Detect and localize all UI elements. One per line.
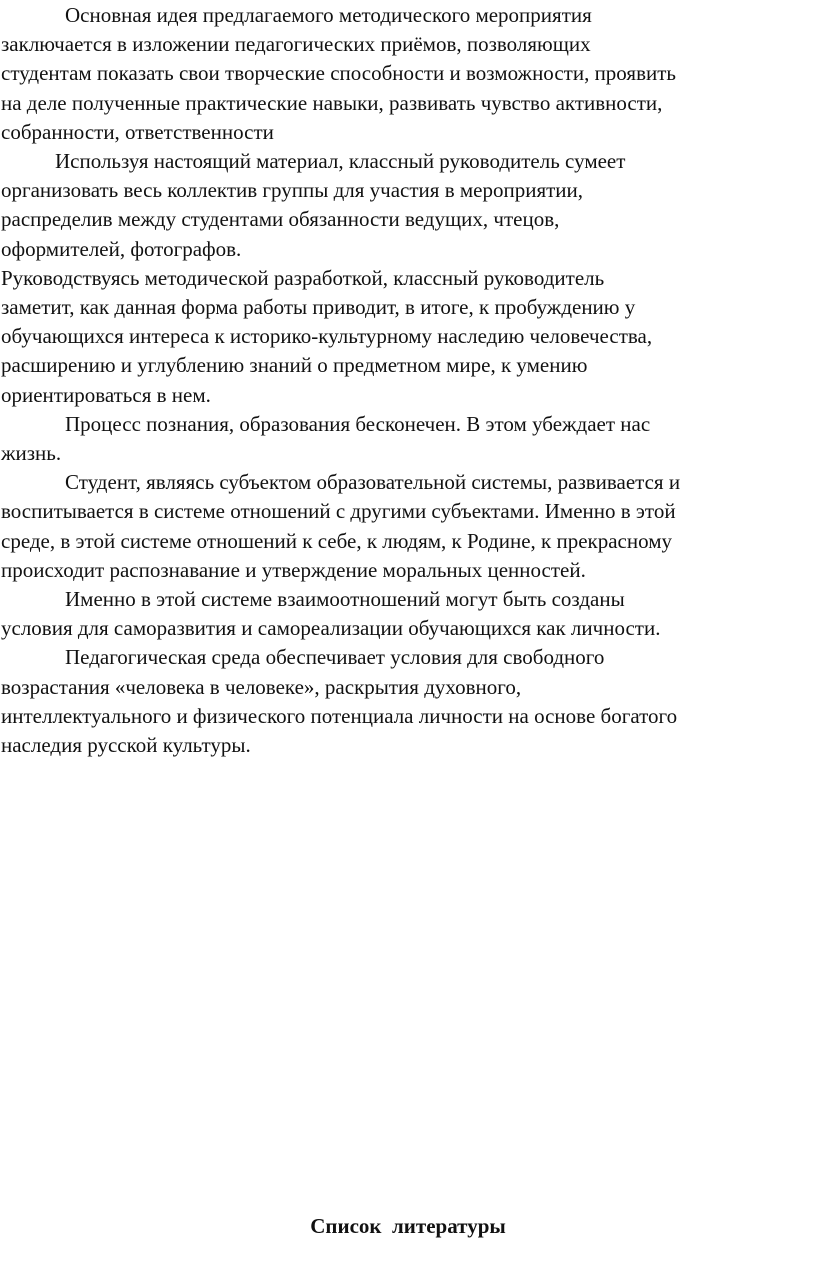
document-body: [1, 1, 815, 760]
text-line: Студент, являясь субъектом образовательной системы, развивается и: [65, 470, 681, 495]
paragraph-pedagogical-environment: [1, 643, 815, 760]
text-line: Основная идея предлагаемого методического мероприятия: [65, 3, 592, 27]
text-line: обучающихся интереса к историко-культурному наследию человечества,: [1, 324, 653, 349]
text-line: оформителей, фотографов.: [1, 236, 242, 261]
text-line: условия для саморазвития и самореализации обучающихся как личности.: [1, 616, 661, 641]
paragraph-learning-process: [1, 410, 815, 468]
paragraph-student-subject: [1, 468, 815, 585]
text-line: ориентироваться в нем.: [1, 382, 211, 407]
text-line: на деле полученные практические навыки, развивать чувство активности,: [1, 90, 663, 115]
text-line: заключается в изложении педагогических приёмов, позволяющих: [1, 32, 591, 57]
text-line: воспитывается в системе отношений с другими субъектами. Именно в этой: [1, 499, 676, 524]
text-line: Руководствуясь методической разработкой, классный руководитель: [1, 265, 605, 290]
text-line: собранности, ответственности: [1, 119, 274, 144]
text-line: жизнь.: [1, 441, 62, 466]
text-line: среде, в этой системе отношений к себе, к людям, к Родине, к прекрасному: [1, 528, 673, 553]
text-line: Педагогическая среда обеспечивает условия для свободного: [65, 645, 605, 670]
text-line: организовать весь коллектив группы для участия в мероприятии,: [1, 178, 584, 203]
text-line: происходит распознавание и утверждение моральных ценностей.: [1, 557, 586, 582]
text-line: Именно в этой системе взаимоотношений могут быть созданы: [65, 587, 625, 612]
paragraph-methodical-development: [1, 264, 815, 410]
paragraph-relationship-system: [1, 585, 815, 643]
paragraph-main-idea: [1, 1, 815, 147]
text-line: Используя настоящий материал, классный руководитель сумеет: [55, 149, 626, 174]
references-heading: Список литературы: [310, 1214, 506, 1238]
text-line: распределив между студентами обязанности ведущих, чтецов,: [1, 207, 560, 232]
text-line: расширению и углублению знаний о предметном мире, к умению: [1, 353, 588, 378]
text-line: Процесс познания, образования бесконечен. В этом убеждает нас: [65, 411, 651, 436]
text-line: студентам показать свои творческие способности и возможности, проявить: [1, 61, 676, 86]
text-line: возрастания «человека в человеке», раскрытия духовного,: [1, 674, 522, 699]
text-line: интеллектуального и физического потенциала личности на основе богатого: [1, 703, 678, 728]
text-line: наследия русской культуры.: [1, 733, 251, 758]
text-line: заметит, как данная форма работы приводит, в итоге, к пробуждению у: [1, 295, 636, 320]
paragraph-class-teacher-material: [1, 147, 815, 264]
